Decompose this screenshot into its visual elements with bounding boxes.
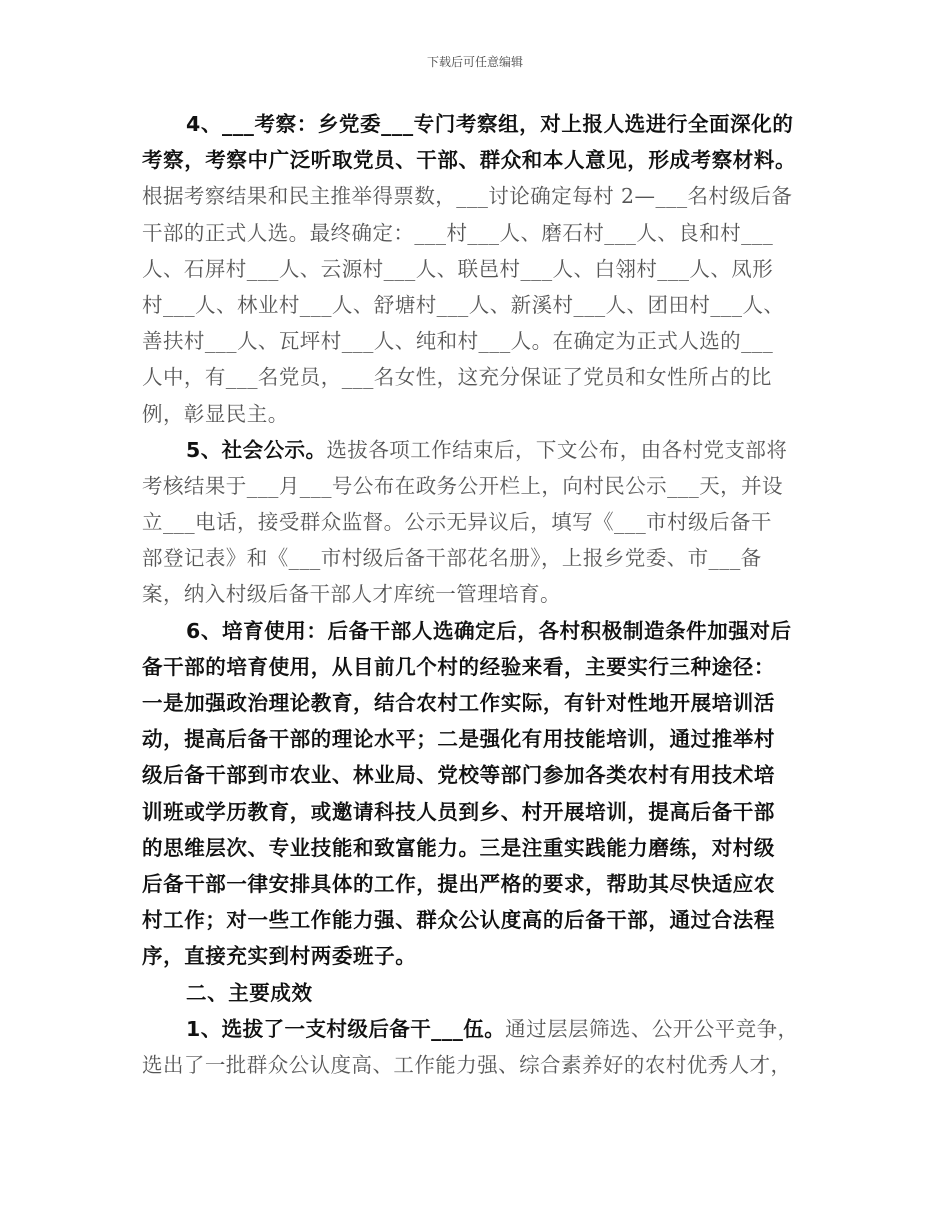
text-line (142, 251, 814, 287)
line-text: 选拔各项工作结束后，下文公布，由各村党支部将 (326, 437, 788, 462)
line-text: 二、主要成效 (186, 980, 313, 1005)
line-text: 后备干部一律安排具体的工作，提出严格的要求，帮助其尽快适应农 (142, 871, 775, 896)
line-text: 考核结果于___月___号公布在政务公开栏上，向村民公示___天，并设 (142, 473, 783, 498)
line-text: 6、培育使用：后备干部人选确定后，各村积极制造条件加强对后 (186, 618, 792, 643)
text-line (142, 757, 814, 793)
text-line (142, 649, 814, 685)
line-text: 动，提高后备干部的理论水平；二是强化有用技能培训，通过推举村 (142, 727, 775, 752)
text-line (142, 142, 814, 178)
text-line (142, 830, 814, 866)
document-body (142, 106, 814, 1083)
line-text: 干部的正式人选。最终确定：___村___人、磨石村___人、良和村___ (142, 220, 774, 245)
text-line (142, 902, 814, 938)
line-text: 通过层层筛选、公开公平竞争， (505, 1016, 799, 1041)
text-line (142, 106, 814, 142)
line-text: 根据考察结果和民主推举得票数，___讨论确定每村 2—___名村级后备 (142, 184, 793, 209)
page-header: 下载后可任意编辑 (426, 55, 523, 69)
text-line (142, 178, 814, 214)
text-line (142, 215, 814, 251)
text-line (142, 1047, 814, 1083)
text-line (142, 1011, 814, 1047)
paragraph-lead: 5、社会公示。 (186, 437, 327, 462)
text-line (142, 866, 814, 902)
text-line (142, 504, 814, 540)
line-text: 例，彰显民主。 (142, 401, 289, 426)
line-text: 序，直接充实到村两委班子。 (142, 944, 417, 969)
line-text: 一是加强政治理论教育，结合农村工作实际，有针对性地开展培训活 (142, 691, 775, 715)
text-line (142, 432, 814, 468)
text-line (142, 975, 814, 1011)
text-line (142, 287, 814, 323)
line-text: 善扶村___人、瓦坪村___人、纯和村___人。在确定为正式人选的___ (142, 329, 774, 354)
text-line (142, 359, 814, 395)
line-text: 人中，有___名党员，___名女性，这充分保证了党员和女性所占的比 (142, 365, 772, 390)
line-text: 案，纳入村级后备干部人才库统一管理培育。 (142, 582, 561, 607)
line-text: 考察，考察中广泛听取党员、干部、群众和本人意见，形成考察材料。 (142, 148, 797, 173)
text-line (142, 685, 814, 721)
text-line (142, 721, 814, 757)
text-line (142, 938, 814, 974)
line-text: 部登记表》和《___市村级后备干部花名册》，上报乡党委、市___备 (142, 546, 762, 571)
paragraph-lead: 1、选拔了一支村级后备干___伍。 (186, 1016, 506, 1041)
line-text: 立___电话，接受群众监督。公示无异议后，填写《___市村级后备干 (142, 510, 772, 535)
line-text: 训班或学历教育，或邀请科技人员到乡、村开展培训，提高后备干部 (142, 799, 775, 824)
line-text: 4、___考察：乡党委___专门考察组，对上报人选进行全面深化的 (186, 112, 794, 136)
text-line (142, 613, 814, 649)
line-text: 的思维层次、专业技能和致富能力。三是注重实践能力磨练，对村级 (142, 835, 775, 860)
text-line (142, 468, 814, 504)
line-text: 人、石屏村___人、云源村___人、联邑村___人、白翎村___人、凤形 (142, 256, 774, 281)
text-line (142, 576, 814, 612)
line-text: 级后备干部到市农业、林业局、党校等部门参加各类农村有用技术培 (142, 763, 775, 788)
text-line (142, 396, 814, 432)
line-text: 备干部的培育使用，从目前几个村的经验来看，主要实行三种途径： (142, 654, 775, 679)
line-text: 村___人、林业村___人、舒塘村___人、新溪村___人、团田村___人、 (142, 292, 785, 317)
line-text: 村工作；对一些工作能力强、群众公认度高的后备干部，通过合法程 (142, 908, 775, 933)
line-text: 选出了一批群众公认度高、工作能力强、综合素养好的农村优秀人才， (142, 1052, 792, 1077)
text-line (142, 794, 814, 830)
text-line (142, 323, 814, 359)
text-line (142, 540, 814, 576)
